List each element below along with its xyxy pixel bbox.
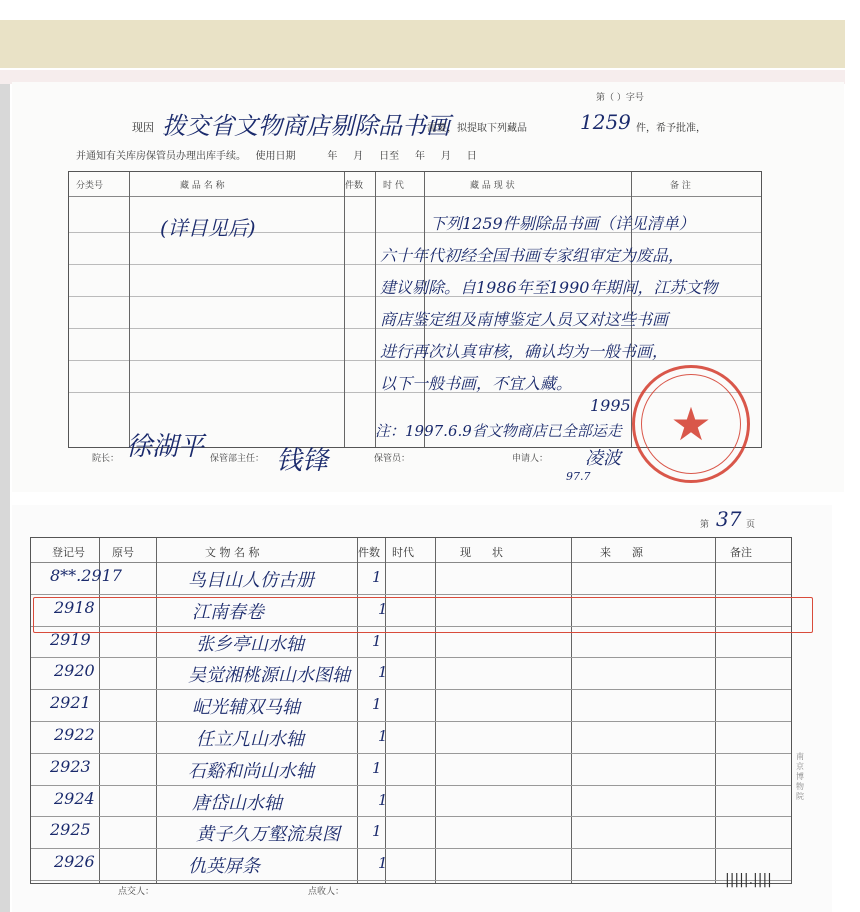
highlight-box xyxy=(33,597,813,633)
previous-ledger-strip xyxy=(0,20,845,68)
signature-director: 徐湖平 xyxy=(126,432,205,462)
page-number: 37 xyxy=(716,507,742,531)
relic-name: 石谿和尚山水轴 xyxy=(188,760,314,782)
note-footnote: 注：1997.6.9省文物商店已全部运走 xyxy=(375,422,622,440)
reason-suffix: 需要，拟提取下列藏品 xyxy=(427,123,527,134)
note-line: 建议剔除。自1986年至1990年期间，江苏文物 xyxy=(380,278,718,297)
note-line: 以下一般书画，不宜入藏。 xyxy=(380,374,573,393)
col-count: 件数 xyxy=(358,546,380,559)
label-director: 院长： xyxy=(92,454,120,464)
relic-name: 鸟目山人仿古册 xyxy=(188,570,314,591)
page-label: 第 xyxy=(700,520,710,530)
red-seal xyxy=(632,365,750,483)
col-period: 时 代 xyxy=(383,181,404,191)
relic-count: 1 xyxy=(378,790,388,809)
reg-number: 2922 xyxy=(54,725,95,744)
reg-number: 8**.2917 xyxy=(50,566,122,585)
row-line xyxy=(31,689,791,690)
relic-count: 1 xyxy=(372,695,382,714)
row-line xyxy=(31,848,791,849)
col-state: 现 状 xyxy=(460,546,503,559)
row-line xyxy=(31,880,791,881)
reason-end: 件，希予批准， xyxy=(636,123,706,134)
col-quantity: 件数 xyxy=(345,181,364,191)
footer-deliverer: 点交人： xyxy=(118,887,155,897)
col-source: 来 源 xyxy=(600,546,643,559)
reg-number: 2925 xyxy=(50,820,91,840)
footer-receiver: 点收人： xyxy=(308,887,345,897)
note-line: 下列1259件剔除品书画（详见清单） xyxy=(430,214,695,233)
signature-date: 97.7 xyxy=(566,470,591,483)
relic-name: 黄子久万壑流泉图 xyxy=(196,824,340,846)
note-line: 六十年代初经全国书画专家组审定为废品， xyxy=(380,246,685,265)
col-condition: 藏 品 现 状 xyxy=(470,181,515,191)
col-relic-name: 文 物 名 称 xyxy=(205,546,260,559)
side-stamp-text: 南京博物院 xyxy=(796,752,804,801)
note-line: 进行再次认真审核，确认均为一般书画， xyxy=(380,342,669,361)
reg-number: 2924 xyxy=(54,788,95,808)
reg-number: 2918 xyxy=(54,597,95,617)
relic-count: 1 xyxy=(372,822,382,841)
reg-number: 2921 xyxy=(50,693,91,713)
relic-count: 1 xyxy=(372,568,382,586)
page-suffix: 页 xyxy=(746,520,756,530)
page-edge xyxy=(0,84,10,912)
col-reg-no: 登记号 xyxy=(52,546,85,559)
relic-count: 1 xyxy=(372,631,382,650)
reg-number: 2926 xyxy=(54,852,95,872)
col-notes: 备 注 xyxy=(670,181,691,191)
row-line xyxy=(31,657,791,658)
col-era: 时代 xyxy=(392,546,414,559)
relic-count: 1 xyxy=(378,854,388,873)
col-item-name: 藏 品 名 称 xyxy=(180,181,225,191)
signature-applicant: 凌波 xyxy=(585,448,621,469)
relic-count: 1 xyxy=(372,758,382,777)
relic-count: 1 xyxy=(378,727,388,745)
relic-name: 屺光辅双马轴 xyxy=(192,697,300,719)
note-year: 1995 xyxy=(590,396,631,415)
form-number-label: 第（ ）字号 xyxy=(596,93,644,103)
reg-number: 2920 xyxy=(54,661,95,681)
col-remarks: 备注 xyxy=(730,546,752,559)
item-detail-handwritten: (详目见后) xyxy=(160,216,256,240)
label-dept-head: 保管部主任： xyxy=(210,454,265,464)
reg-number: 2919 xyxy=(50,629,91,649)
row-line xyxy=(31,594,791,595)
relic-name: 仇英屏条 xyxy=(188,856,260,878)
relic-name: 吴觉湘桃源山水图轴 xyxy=(188,665,350,687)
row-line xyxy=(31,753,791,754)
relic-name: 任立凡山水轴 xyxy=(196,729,304,750)
relic-name: 张乡亭山水轴 xyxy=(196,633,304,655)
row-line xyxy=(31,816,791,817)
reg-number: 2923 xyxy=(50,756,91,776)
row-line xyxy=(31,721,791,722)
col-classification: 分类号 xyxy=(76,181,104,191)
star-icon: ★ xyxy=(670,397,712,451)
row-line xyxy=(31,785,791,786)
signature-dept-head: 钱锋 xyxy=(276,446,329,476)
instruction-line: 并通知有关库房保管员办理出库手续。 使用日期 年 月 日至 年 月 日 xyxy=(76,151,477,162)
relic-name: 江南春卷 xyxy=(192,601,264,623)
label-custodian: 保管员： xyxy=(374,454,411,464)
relic-count: 1 xyxy=(378,599,388,618)
registry-table xyxy=(30,537,792,884)
watermark: |||||.|||| xyxy=(725,872,772,888)
col-original-no: 原号 xyxy=(112,546,134,559)
count-handwritten: 1259 xyxy=(580,110,631,134)
reason-handwritten: 拨交省文物商店剔除品书画 xyxy=(162,112,450,140)
label-applicant: 申请人： xyxy=(512,454,549,464)
relic-count: 1 xyxy=(378,663,388,682)
reason-prefix: 现因 xyxy=(132,121,154,134)
note-line: 商店鉴定组及南博鉴定人员又对这些书画 xyxy=(380,310,669,329)
relic-name: 唐岱山水轴 xyxy=(192,792,282,814)
